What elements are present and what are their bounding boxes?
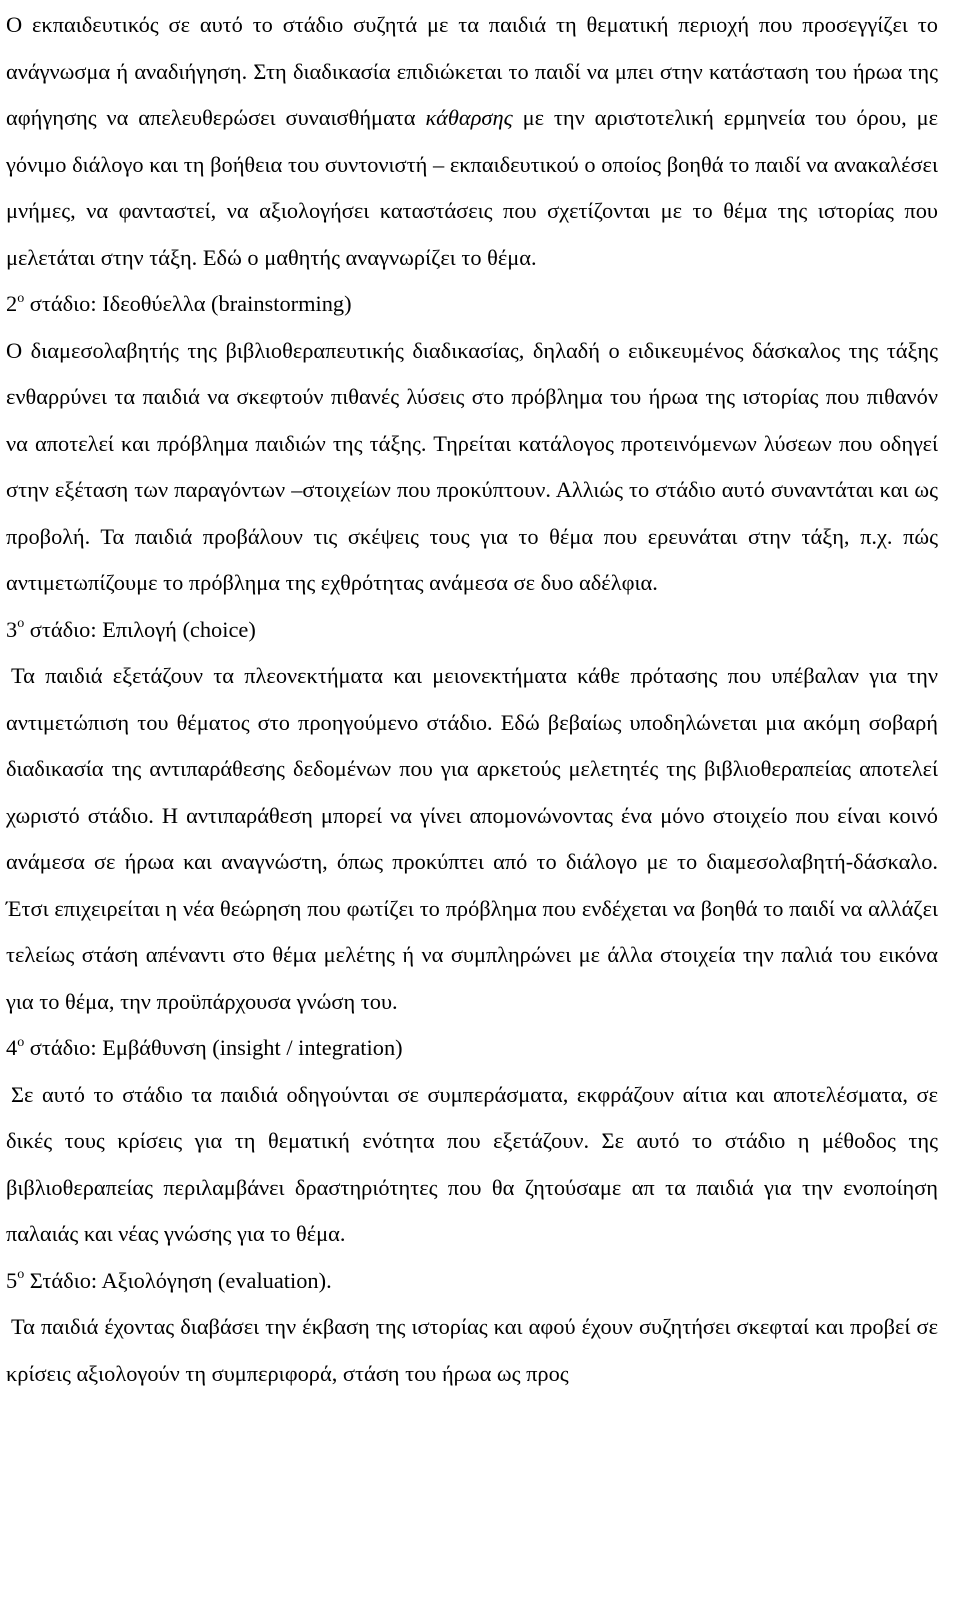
stage3-heading xyxy=(6,607,938,654)
stage2-number: 2 xyxy=(6,291,18,316)
stage3-number: 3 xyxy=(6,616,18,642)
document-page xyxy=(6,2,938,1397)
intro-text-part1: Ο εκπαιδευτικός σε αυτό το στάδιο συζητά με τα παιδιά τη θεματική περιοχή που προσεγγίζει το ανάγνωσμα ή αναδιήγηση. Στη διαδικασία επιδιώκεται το παιδί να μπει στην κατάσταση του ήρωα της αφήγησης να απελευθερώσει συναισθήματα xyxy=(6,12,938,130)
stage3-text: Τα παιδιά εξετάζουν τα πλεονεκτήματα και μειονεκτήματα κάθε πρότασης που υπέβαλαν για την αντιμετώπιση του θέματος στο προηγούμενο στάδιο. Εδώ βεβαίως υποδηλώνεται μια ακόμη σοβαρή διαδικασία της αντιπαράθεσης δεδομένων που για αρκετούς μελετητές της βιβλιοθεραπείας αποτελεί χωριστό στάδιο. Η αντιπαράθεση μπορεί να γίνει απομονώνοντας ένα μόνο στοιχείο που είναι κοινό ανάμεσα σε ήρωα και αναγνώστη, όπως προκύπτει από το διάλογο με το διαμεσολαβητή-δάσκαλο. Έτσι επιχειρείται η νέα θεώρηση που φωτίζει το πρόβλημα που ενδέχεται να βοηθά το παιδί να αλλάζει τελείως στάση απέναντι στο θέμα μελέτης ή να συμπληρώνει με άλλα στοιχεία την παλιά του εικόνα για το θέμα, την προϋπάρχουσα γνώση του. xyxy=(6,663,938,1014)
stage3-ordinal: ο xyxy=(17,616,25,632)
stage5-ordinal: ο xyxy=(17,1267,25,1283)
stage2-title: στάδιο: Ιδεοθύελλα (brainstorming) xyxy=(24,291,352,316)
stage2-paragraph: Ο διαμεσολαβητής της βιβλιοθεραπευτικής διαδικασίας, δηλαδή ο ειδικευμένος δάσκαλος της τάξης ενθαρρύνει τα παιδιά να σκεφτούν πιθανές λύσεις στο πρόβλημα του ήρωα της ιστορίας που πιθανόν να αποτελεί και πρόβλημα παιδιών της τάξης. Τηρείται κατάλογος προτεινόμενων λύσεων που οδηγεί στην εξέταση των παραγόντων –στοιχείων που προκύπτουν. Αλλιώς το στάδιο αυτό συναντάται και ως προβολή. Τα παιδιά προβάλουν τις σκέψεις τους για το θέμα που ερευνάται στην τάξη, π.χ. πώς αντιμετωπίζουμε το πρόβλημα της εχθρότητας ανάμεσα σε δυο αδέλφια. xyxy=(6,337,938,595)
intro-italic-term: κάθαρσης xyxy=(425,105,513,130)
stage2-heading xyxy=(6,281,938,328)
stage5-paragraph xyxy=(6,1304,938,1397)
stage3-title: στάδιο: Επιλογή (choice) xyxy=(24,616,256,642)
stage4-ordinal: ο xyxy=(17,1034,25,1050)
stage4-text: Σε αυτό το στάδιο τα παιδιά οδηγούνται σε συμπεράσματα, εκφράζουν αίτια και αποτελέσματα, σε δικές τους κρίσεις για τη θεματική ενότητα που εξετάζουν. Σε αυτό το στάδιο η μέθοδος της βιβλιοθεραπείας περιλαμβάνει δραστηριότητες που θα ζητούσαμε απ τα παιδιά για την ενοποίηση παλαιάς και νέας γνώσης για το θέμα. xyxy=(6,1081,938,1246)
intro-paragraph xyxy=(6,2,938,281)
stage5-number: 5 xyxy=(6,1267,18,1293)
stage4-heading xyxy=(6,1025,938,1072)
stage3-paragraph xyxy=(6,653,938,1025)
stage5-text: Τα παιδιά έχοντας διαβάσει την έκβαση της ιστορίας και αφού έχουν συζητήσει σκεφταί και προβεί σε κρίσεις αξιολογούν τη συμπεριφορά, στάση του ήρωα ως προς xyxy=(6,1314,938,1386)
stage2-ordinal: ο xyxy=(17,290,25,306)
stage4-number: 4 xyxy=(6,1035,18,1060)
stage5-heading xyxy=(6,1258,938,1305)
stage4-paragraph xyxy=(6,1072,938,1258)
stage5-title: Στάδιο: Αξιολόγηση (evaluation). xyxy=(24,1267,332,1293)
stage4-title: στάδιο: Εμβάθυνση (insight / integration) xyxy=(24,1035,403,1060)
intro-text-part2: με την αριστοτελική ερμηνεία του όρου, με γόνιμο διάλογο και τη βοήθεια του συντονιστή – εκπαιδευτικού ο οποίος βοηθά το παιδί να ανακαλέσει μνήμες, να φανταστεί, να αξιολογήσει καταστάσεις που σχετίζονται με το θέμα της ιστορίας που μελετάται στην τάξη. Εδώ ο μαθητής αναγνωρίζει το θέμα. xyxy=(6,105,938,270)
